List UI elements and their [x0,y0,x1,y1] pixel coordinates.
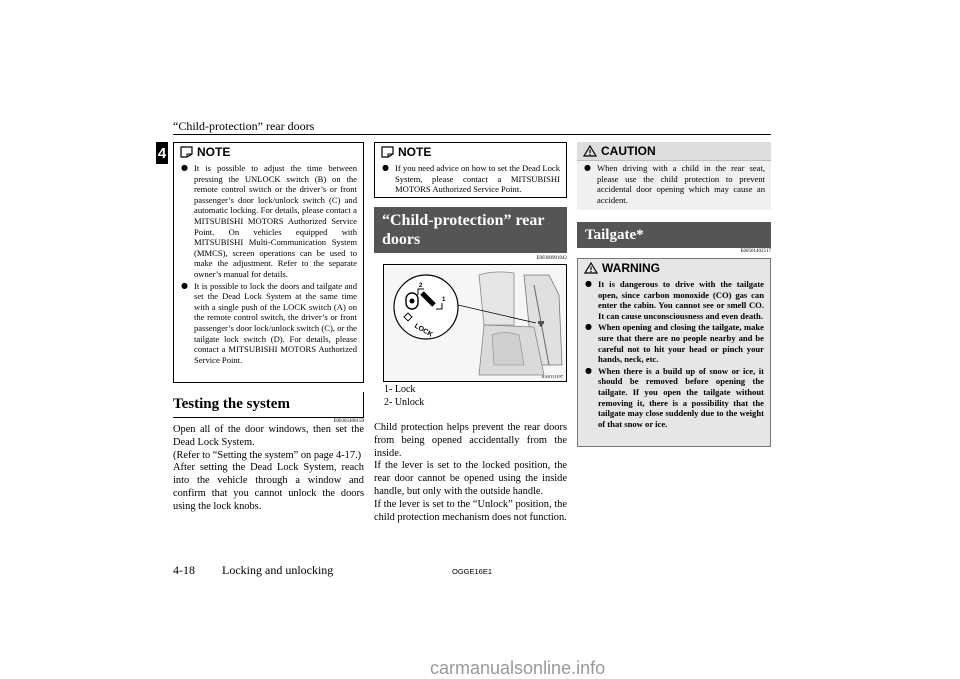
legend-item: 2- Unlock [384,396,425,408]
warning-label: WARNING [602,261,660,275]
note-item: ● It is possible to adjust the time between pressing the UNLOCK switch (B) on the remote control switch or the driver’s or front passenger’s door lock/unlock switch (C) and automatic locking. For details, please contact a MITSUBISHI MOTORS Authorized Service Point. On vehicles equipped with MITSUBISHI Multi-Communication System (MMCS), screen operations can be used to make the adjustment. Refer to the separate owner’s manual for details. [181,163,357,279]
figure-num-1: 1 [442,297,446,303]
child-lock-figure [383,264,567,382]
warning-triangle-icon [584,262,598,274]
legend-item: 1- Lock [384,384,416,395]
note-box-2 [374,142,567,198]
footer-section-title: Locking and unlocking [222,563,334,577]
note-header [174,143,363,161]
warning-item: ● When opening and closing the tailgate, make sure that there are no people nearby and be careful not to hit your head or pinch your hands, neck, etc. [585,322,764,365]
child-protection-body: Child protection helps prevent the rear doors from being opened accidentally from the inside. If the lever is set to the locked position, the rear door cannot be opened using the inside handle, but only with the outside handle. If the lever is set to the “Unlock” position, the child protection mechanism does not function. [374,422,567,523]
note-label: NOTE [197,145,231,159]
warning-header [578,259,770,277]
warning-item: ● It is dangerous to drive with the tailgate open, since carbon monoxide (CO) gas can enter the cabin. You cannot see or smell CO. It can cause unconsciousness and even death. [585,279,764,321]
section-title-testing: Testing the system [173,392,364,418]
note-box-1 [173,142,364,383]
note-item: ● If you need advice on how to set the Dead Lock System, please contact a MITSUBISHI MOTORS Authorized Service Point. [382,163,560,195]
note-header [375,143,566,161]
caution-header [577,142,771,161]
note-item: ● It is possible to lock the doors and tailgate and set the Dead Lock System at the same time with a single push of the LOCK switch (A) on the remote control switch, the driver’s or front passenger’s door lock/unlock switch (C), or the tailgate lock switch (D). For details, please contact a MITSUBISHI MOTORS Authorized Service Point. [181,280,357,365]
warning-box [577,258,771,447]
running-header: “Child-protection” rear doors [173,119,315,133]
testing-body: Open all of the door windows, then set the Dead Lock System. (Refer to “Setting the system” on page 4-17.) After setting the Dead Lock System, reach into the vehicle through a window and confirm that you cannot unlock the doors using the lock knobs. [173,424,364,512]
figure-lock-label: LOCK [413,322,434,339]
note-icon [180,146,193,158]
section-title-child-protection: “Child-protection” rear doors [374,207,567,253]
caution-item: ● When driving with a child in the rear seat, please use the child protection to prevent accidental door opening which may cause an accident. [584,163,765,205]
section-code: E00300901042 [536,256,567,261]
child-lock-illustration [384,265,567,382]
caution-label: CAUTION [601,144,656,158]
section-title-tailgate: Tailgate* [577,222,771,248]
note-label: NOTE [398,145,432,159]
section-code: E00501402517 [740,249,771,254]
caution-triangle-icon [583,145,597,157]
caution-box [577,142,771,210]
chapter-tab: 4 [156,142,168,164]
document-code: OGGE16E1 [452,567,493,576]
watermark[interactable]: carmanualsonline.info [430,658,606,678]
figure-code: AA0111197 [541,374,563,379]
warning-item: ● When there is a build up of snow or ice, it should be removed before opening the tailgate. If you open the tailgate without removing it, there is a possibility that the tailgate may close suddenly due to the weight of that snow or ice. [585,365,764,429]
header-rule [173,134,771,135]
note-icon [381,146,394,158]
page-number: 4-18 [173,563,195,577]
figure-legend [384,384,424,409]
figure-num-2: 2 [419,283,423,289]
section-code: E00305400159 [333,419,364,424]
